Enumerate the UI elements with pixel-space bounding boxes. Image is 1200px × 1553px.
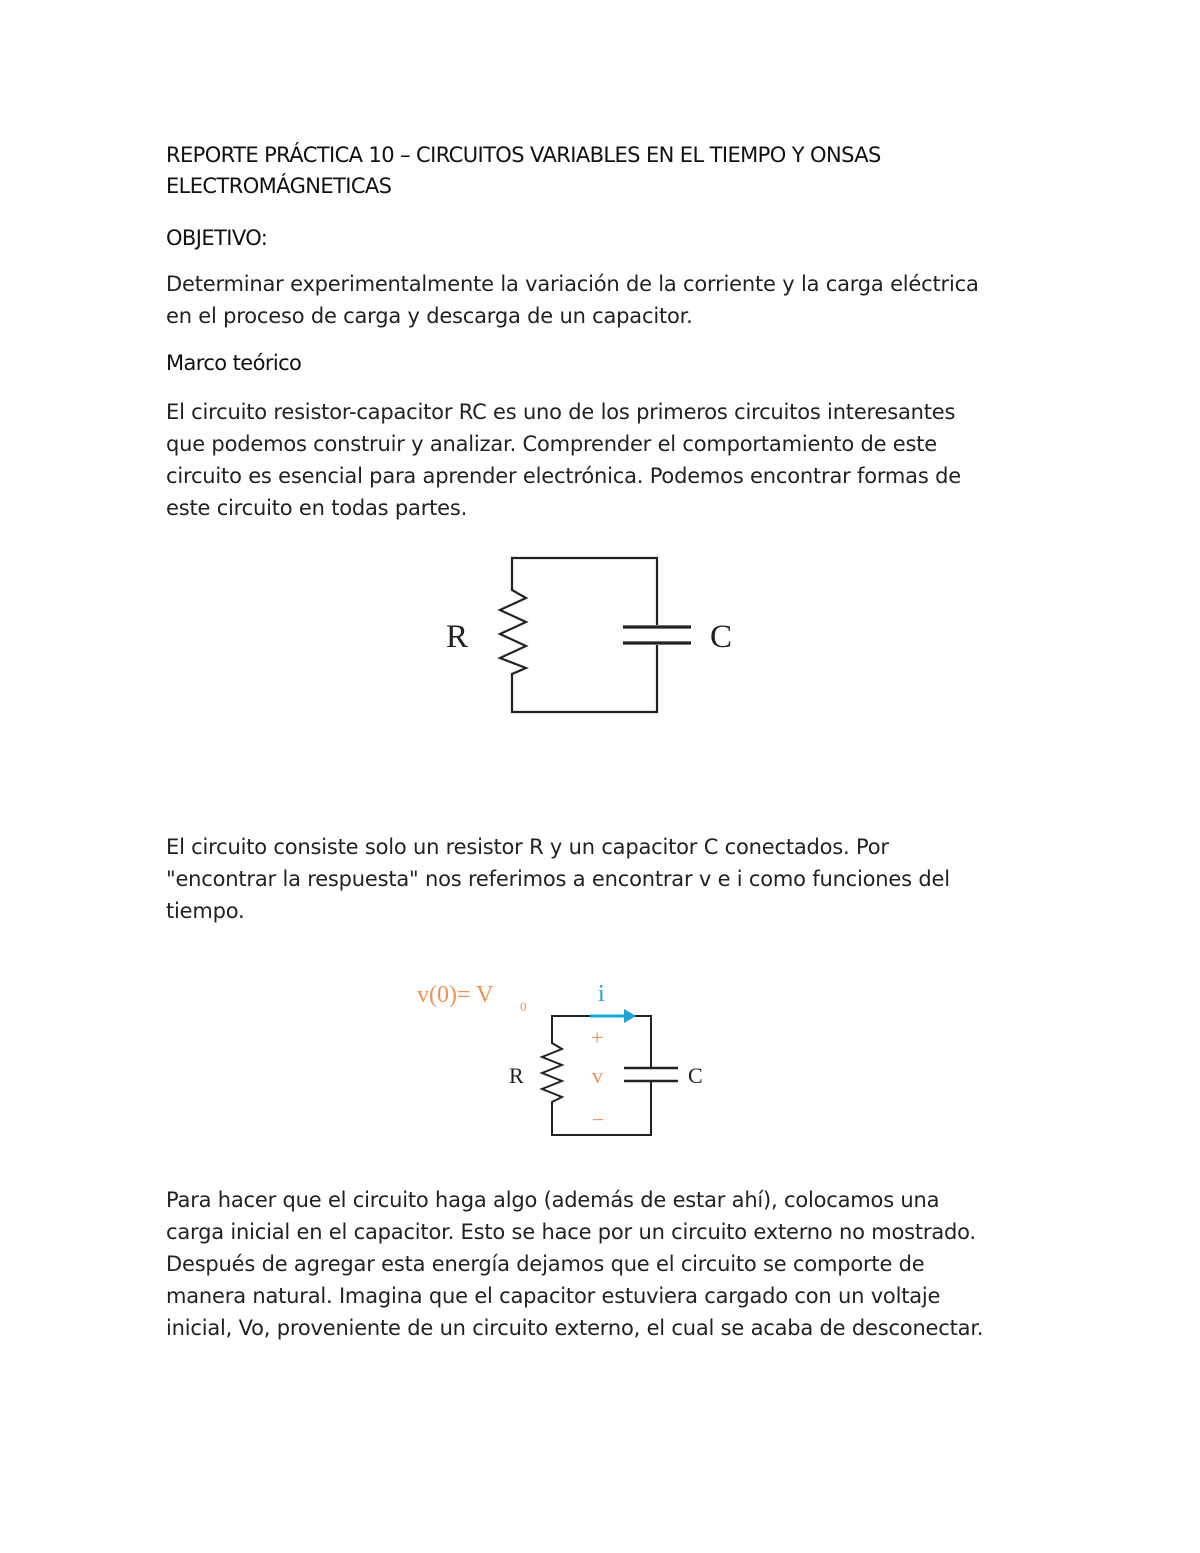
title-line: ELECTROMÁGNETICAS — [166, 174, 392, 198]
circuit-wire — [512, 645, 657, 712]
paragraph-line: El circuito consiste solo un resistor R y un capacitor C conectados. Por — [166, 835, 889, 859]
capacitor-label: C — [688, 1063, 703, 1088]
resistor-symbol — [542, 1037, 562, 1106]
initial-condition-label: v(0)= V — [417, 982, 494, 1008]
current-label: i — [598, 981, 605, 1007]
paragraph-line: en el proceso de carga y descarga de un capacitor. — [166, 304, 693, 328]
title-line: REPORTE PRÁCTICA 10 – CIRCUITOS VARIABLES EN EL TIEMPO Y ONSAS — [166, 143, 881, 167]
current-arrow-icon — [590, 1009, 636, 1023]
circuit-description-paragraph — [166, 831, 1046, 927]
paragraph-line: tiempo. — [166, 899, 245, 923]
rc-intro-paragraph — [166, 396, 1046, 524]
voltage-label: v — [592, 1063, 603, 1088]
paragraph-line: circuito es esencial para aprender electrónica. Podemos encontrar formas de — [166, 464, 961, 488]
minus-sign: − — [592, 1107, 605, 1132]
document-title — [166, 140, 1026, 202]
circuit-wire — [512, 558, 657, 625]
objective-paragraph — [166, 268, 1046, 332]
resistor-symbol — [500, 585, 526, 680]
paragraph-line: Determinar experimentalmente la variación de la corriente y la carga eléctrica — [166, 272, 979, 296]
paragraph-line: carga inicial en el capacitor. Esto se hace por un circuito externo no mostrado. — [166, 1220, 976, 1244]
resistor-label: R — [509, 1063, 524, 1088]
paragraph-line: que podemos construir y analizar. Comprender el comportamiento de este — [166, 432, 937, 456]
initial-charge-paragraph — [166, 1184, 1046, 1344]
objective-heading: OBJETIVO: — [166, 226, 268, 250]
resistor-label: R — [446, 619, 469, 655]
rc-circuit-diagram — [440, 550, 760, 720]
capacitor-label: C — [710, 619, 733, 655]
paragraph-line: "encontrar la respuesta" nos referimos a encontrar v e i como funciones del — [166, 867, 950, 891]
rc-initial-condition-diagram — [410, 975, 730, 1145]
paragraph-line: El circuito resistor-capacitor RC es uno de los primeros circuitos interesantes — [166, 400, 956, 424]
paragraph-line: Después de agregar esta energía dejamos que el circuito se comporte de — [166, 1252, 925, 1276]
paragraph-line: inicial, Vo, proveniente de un circuito externo, el cual se acaba de desconectar. — [166, 1316, 984, 1340]
paragraph-line: Para hacer que el circuito haga algo (además de estar ahí), colocamos una — [166, 1188, 940, 1212]
marco-teorico-heading: Marco teórico — [166, 351, 302, 375]
paragraph-line: este circuito en todas partes. — [166, 496, 468, 520]
plus-sign: + — [591, 1025, 604, 1050]
initial-condition-subscript: 0 — [520, 999, 527, 1014]
paragraph-line: manera natural. Imagina que el capacitor estuviera cargado con un voltaje — [166, 1284, 941, 1308]
